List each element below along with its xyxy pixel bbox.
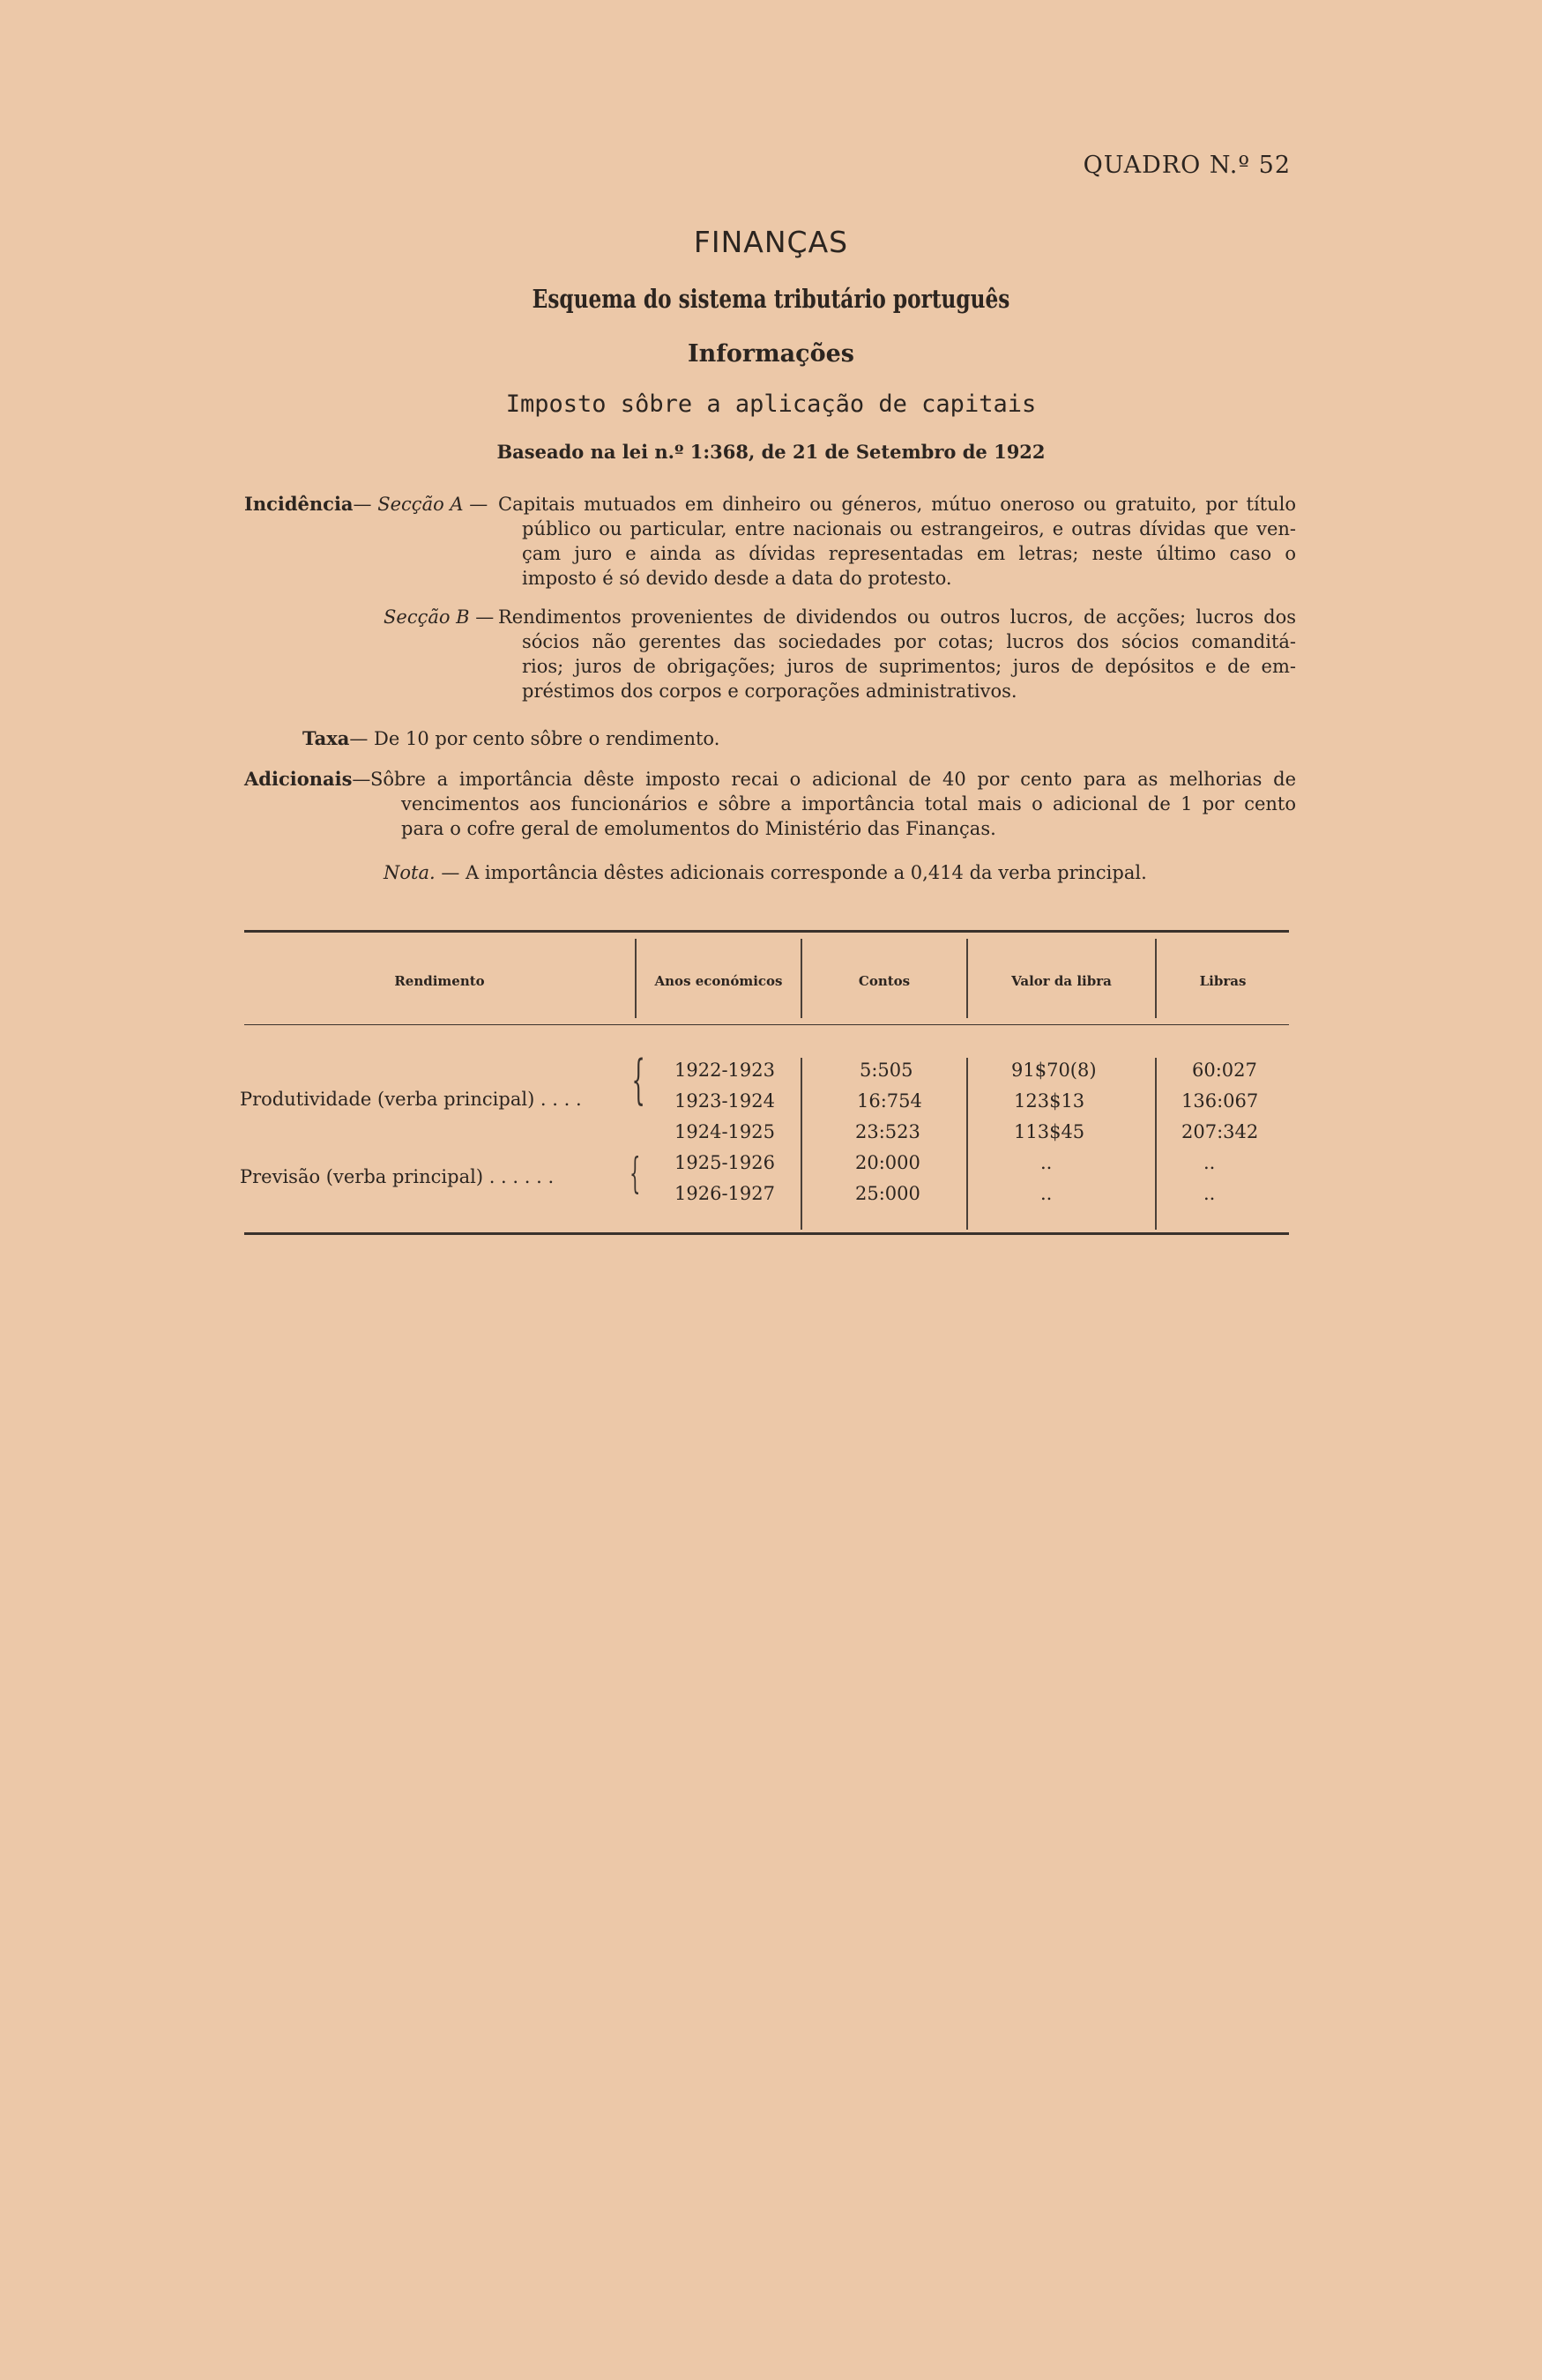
incidencia-label: Incidência (244, 493, 354, 515)
header-contos: Contos (858, 973, 911, 989)
secA-line-1: Capitais mutuados em dinheiro ou géneros, mútuo oneroso ou gratuito, por título (498, 494, 1296, 515)
header-libras: Libras (1199, 973, 1247, 989)
secA-line-2: público ou particular, entre nacionais ou estrangeiros, e outras dívidas que ven- (522, 518, 1296, 539)
secB-line-3: rios; juros de obrigações; juros de suprimentos; juros de depósitos e de em- (522, 656, 1296, 677)
brace-produtividade: { (631, 1049, 645, 1111)
header-rendimento: Rendimento (394, 973, 485, 989)
legal-basis: Baseado na lei n.º 1:368, de 21 de Setembro de 1922 (496, 441, 1046, 463)
brace-previsao: { (629, 1149, 641, 1198)
secB-label: Secção B (384, 606, 470, 628)
quadro-number: QUADRO N.º 52 (1083, 152, 1291, 179)
secB-line-2: sócios não gerentes das sociedades por cotas; lucros dos sócios comanditá- (522, 631, 1296, 652)
taxa-label: Taxa (302, 727, 350, 749)
section-title: Informações (688, 340, 854, 368)
scheme-title: Esquema do sistema tributário português (532, 284, 1010, 314)
ministry-title: FINANÇAS (693, 225, 849, 259)
secA-line-4: imposto é só devido desde a data do protesto. (522, 568, 952, 589)
nota-label: Nota. (384, 862, 436, 883)
secA-label: Secção A (377, 494, 464, 515)
taxa-row: Taxa— De 10 por cento sôbre o rendimento. (302, 727, 720, 749)
adicionais-line-1: Sôbre a importância dêste imposto recai o adicional de 40 por cento para as melhorias de (370, 769, 1296, 790)
document-page: QUADRO N.º 52 FINANÇAS Esquema do sistema tributário português Informações Imposto sôbre a aplicação de capitais Baseado na lei n.º 1:368, de 21 de Setembro de 1922 Incidência— Secção A — Capitais mutuados em dinheiro ou géneros, mútuo oneroso ou gratuito, por título público ou particular, entre nacionais ou estrangeiros, e outras dívidas que ven- çam juro e ainda as dívidas representadas em letras; neste último caso o imposto é só devido desde a data do protesto. Secção B — Rendimentos provenientes de dividendos ou outros lucros, de acções; lucros dos sócios não gerentes das sociedades por cotas; lucros dos sócios comanditá- rios; juros de obrigações; juros de suprimentos; juros de depósitos e de em- préstimos dos corpos e corporações administrativos. Taxa— De 10 por cento sôbre o rendimento. Adicionais— Sôbre a importância dêste imposto recai o adicional de 40 por cento para as melhorias de vencimentos aos funcionários e sôbre a importância total mais o adicional de 1 por cento para o cofre geral de emolumentos do Ministério das Finanças. Nota. — A importância dêstes adicionais corresponde a 0,414 da verba principal. Rendimento Anos económicos Contos Valor da libra Libras Produtividade (verba principal) . . . . Previsão (verba principal) . . . . . . { { 1922-1923 5:505 91$70(8) 60:027 1923-1924 16:754 123$13 136:067 1924-1925 23:523 113$45 207:342 1925-1926 20:000 .. .. 1926-1927 25:000 .. .. (0, 0, 1542, 2380)
header-valor-libra: Valor da libra (1011, 973, 1112, 989)
secA-line-3: çam juro e ainda as dívidas representadas em letras; neste último caso o (522, 543, 1296, 564)
taxa-text: De 10 por cento sôbre o rendimento. (374, 728, 720, 749)
secB-line-1: Rendimentos provenientes de dividendos ou outros lucros, de acções; lucros dos (498, 606, 1296, 628)
secB-heading: Secção B — (384, 606, 495, 628)
table-bottom-rule (244, 1232, 1289, 1235)
adicionais-line-3: para o cofre geral de emolumentos do Ministério das Finanças. (401, 818, 996, 839)
adicionais-heading: Adicionais— (244, 768, 371, 790)
incidencia-heading: Incidência— Secção A — (244, 493, 488, 515)
header-anos: Anos económicos (654, 973, 783, 989)
table-header-rule (244, 1024, 1289, 1025)
secB-line-4: préstimos dos corpos e corporações administrativos. (522, 681, 1017, 702)
group-previsao: Previsão (verba principal) . . . . . . (240, 1166, 555, 1187)
nota-row: Nota. — A importância dêstes adicionais corresponde a 0,414 da verba principal. (384, 862, 1147, 883)
nota-text: A importância dêstes adicionais corresponde a 0,414 da verba principal. (466, 862, 1147, 883)
table-top-rule (244, 930, 1289, 933)
adicionais-line-2: vencimentos aos funcionários e sôbre a importância total mais o adicional de 1 por cento (401, 793, 1296, 814)
adicionais-label: Adicionais (244, 768, 353, 790)
tax-name: Imposto sôbre a aplicação de capitais (505, 390, 1037, 418)
group-produtividade: Produtividade (verba principal) . . . . (240, 1089, 582, 1110)
